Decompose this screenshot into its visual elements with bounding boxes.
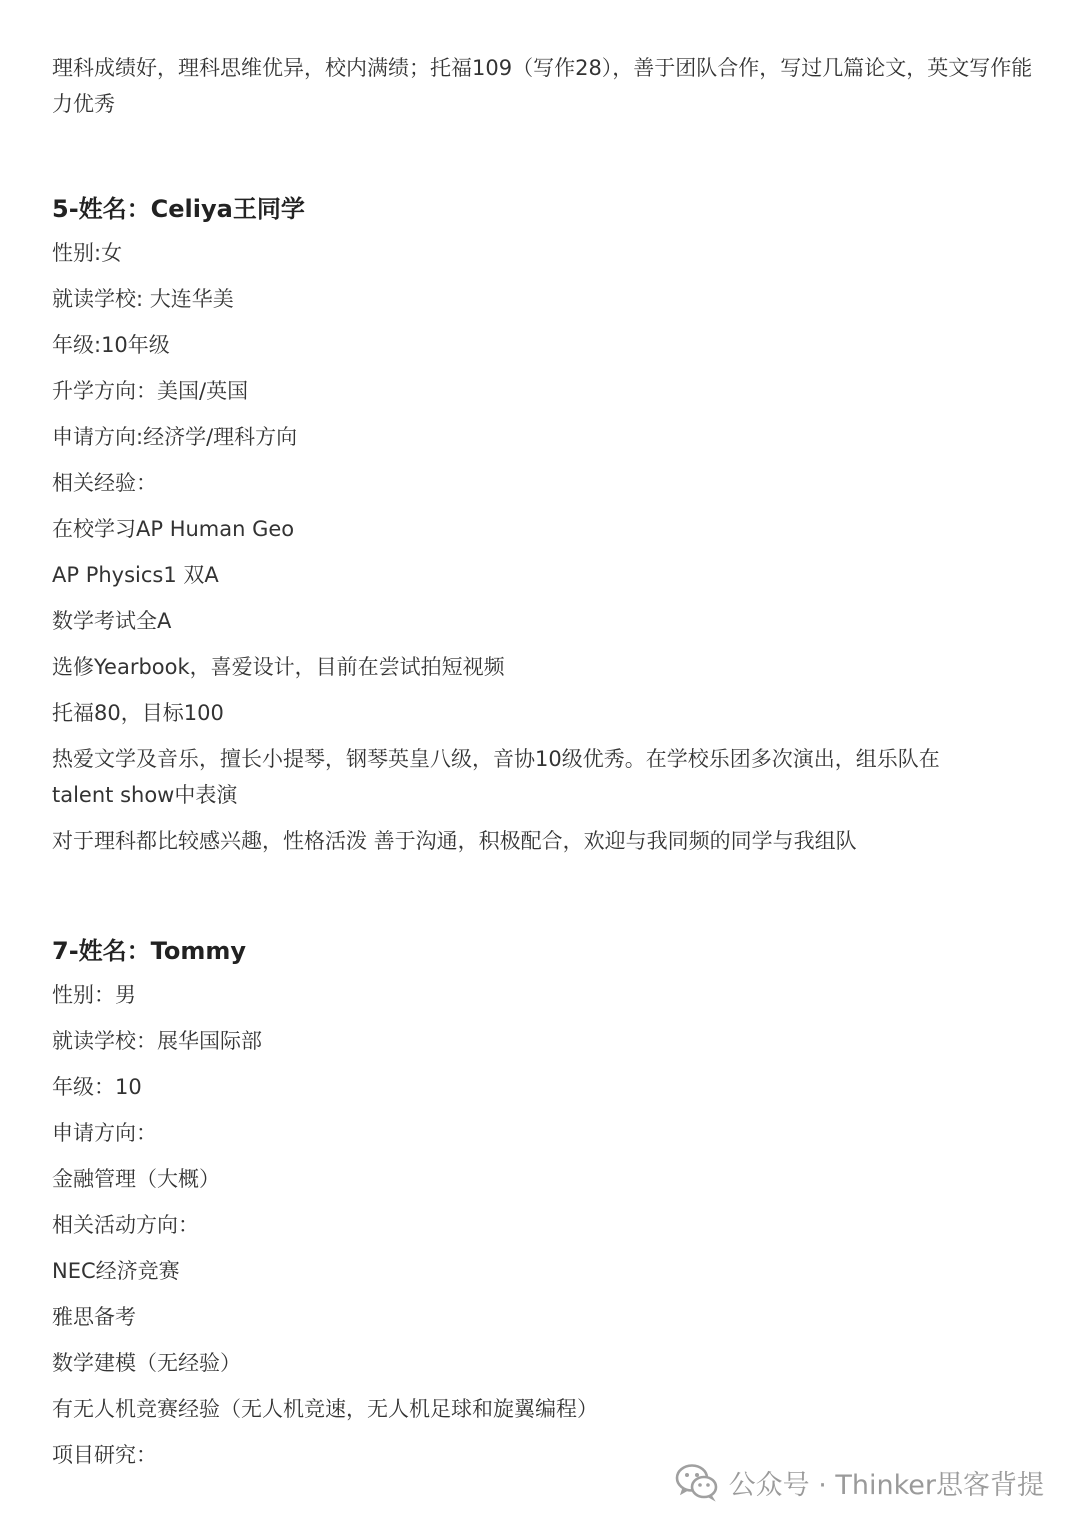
profile-title: 7-姓名：Tommy <box>52 937 246 965</box>
profile-line: 相关经验： <box>52 471 157 495</box>
profile-line: 对于理科都比较感兴趣，性格活泼 善于沟通，积极配合，欢迎与我同频的同学与我组队 <box>52 829 857 853</box>
profile-line: 升学方向：美国/英国 <box>52 379 249 403</box>
wechat-icon <box>675 1462 719 1502</box>
student-profile-7 <box>52 935 1042 1473</box>
profile-line: 就读学校：展华国际部 <box>52 1029 262 1053</box>
profile-line: 年级：10 <box>52 1075 142 1099</box>
watermark <box>675 1462 1044 1502</box>
profile-line: 年级:10年级 <box>52 333 170 357</box>
profile-line: NEC经济竞赛 <box>52 1259 180 1283</box>
student-profile-5 <box>52 193 1042 859</box>
profile-line: 托福80，目标100 <box>52 701 224 725</box>
profile-line: 数学考试全A <box>52 609 172 633</box>
intro-paragraph: 理科成绩好，理科思维优异，校内满绩；托福109（写作28），善于团队合作，写过几篇论文，英文写作能力优秀 <box>52 56 1033 116</box>
profile-line: AP Physics1 双A <box>52 563 219 587</box>
profile-title: 5-姓名：Celiya王同学 <box>52 195 305 223</box>
profile-line: 申请方向:经济学/理科方向 <box>52 425 298 449</box>
profile-line: 项目研究： <box>52 1443 157 1467</box>
profile-line: 相关活动方向： <box>52 1213 199 1237</box>
profile-line: 在校学习AP Human Geo <box>52 517 295 541</box>
profile-line: 性别：男 <box>52 983 136 1007</box>
watermark-text: 公众号 · Thinker思客背提 <box>728 1469 1044 1501</box>
profile-line: 申请方向： <box>52 1121 157 1145</box>
profile-line: 选修Yearbook，喜爱设计，目前在尝试拍短视频 <box>52 655 505 679</box>
profile-line: 数学建模（无经验） <box>52 1351 241 1375</box>
profile-line: 金融管理（大概） <box>52 1167 220 1191</box>
profile-line: 雅思备考 <box>52 1305 136 1329</box>
profile-line: 性别:女 <box>52 241 123 265</box>
profile-line: 热爱文学及音乐，擅长小提琴，钢琴英皇八级，音协10级优秀。在学校乐团多次演出，组乐队在talent show中表演 <box>52 747 940 807</box>
profile-line: 就读学校: 大连华美 <box>52 287 234 311</box>
profile-line: 有无人机竞赛经验（无人机竞速，无人机足球和旋翼编程） <box>52 1397 598 1421</box>
